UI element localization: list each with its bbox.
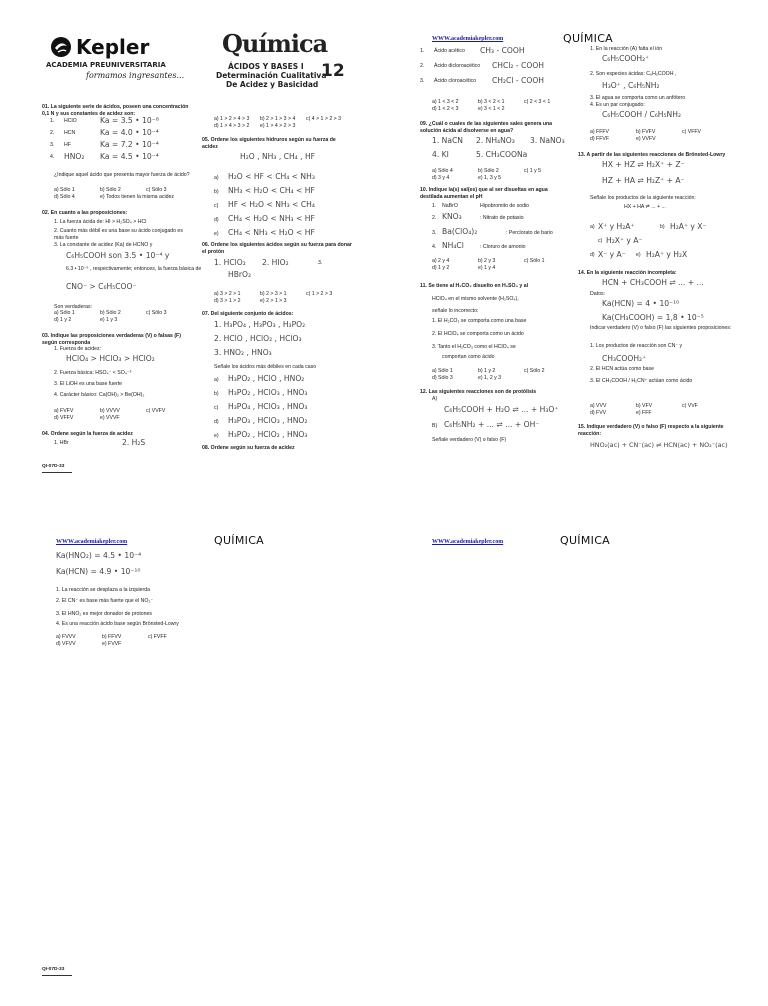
website-link[interactable]: WWW.academiakepler.com (432, 539, 504, 545)
option-label[interactable]: c) (214, 203, 219, 209)
q02-text: 02. En cuanto a las proposiciones: (42, 210, 128, 216)
footer-code: QI-07D-33 (42, 464, 65, 469)
option[interactable]: e) VVFV (636, 136, 656, 142)
q12-eq-a: C₆H₅COOH + H₂O ⇌ ... + H₃O⁺ (444, 405, 559, 414)
q09-text: 09. ¿Cuál o cuales de las siguientes sales genera una solución ácida al disolverse en agua? (420, 121, 553, 134)
q02-formula3: CNO⁻ > C₆H₅COO⁻ (66, 282, 137, 291)
option[interactable]: b) Sólo 2 (100, 187, 121, 193)
option[interactable]: d) VFFV (54, 415, 74, 421)
option[interactable]: c) 1 > 2 > 3 (306, 291, 333, 297)
option-label[interactable]: a) (214, 377, 219, 383)
option-label[interactable]: a) (590, 224, 595, 230)
ka-hno2: Ka(HNO₂) = 4.5 • 10⁻⁴ (56, 551, 142, 560)
q12-item: 1. En la reacción (A) falta el ión (590, 46, 663, 52)
item-name: Ácido acético (434, 48, 465, 54)
option[interactable]: b) 2 y 3 (478, 258, 496, 264)
q12-label-a: A) (432, 396, 438, 402)
option[interactable]: e) 1 > 4 > 2 > 3 (260, 123, 296, 129)
website-link[interactable]: WWW.academiakepler.com (56, 539, 128, 545)
q06-item3: HBrO₂ (228, 270, 252, 279)
q14-data: Datos: (590, 291, 605, 297)
option[interactable]: H₃PO₂ , HClO , HNO₂ (228, 374, 305, 383)
q07-text: 07. Del siguiente conjunto de ácidos: (202, 311, 294, 317)
q06-item: 1. HClO₂ (214, 258, 246, 267)
q05-list: H₂O , NH₃ , CH₄ , HF (240, 152, 316, 161)
q02-item1: 1. La fuerza ácida de: HI > H₂SO₄ > HCl (54, 219, 147, 225)
q13-sub: Señale los productos de la siguiente reacción: (590, 195, 696, 201)
item-n: 1. (432, 203, 437, 209)
item-formula: NH₄Cl (442, 241, 464, 250)
option[interactable]: d) 1 > 4 > 3 > 2 (214, 123, 250, 129)
option[interactable]: e) FFF (636, 410, 652, 416)
option[interactable]: a) 2 y 4 (432, 258, 450, 264)
option[interactable]: c) Sólo 3 (146, 310, 167, 316)
option[interactable]: c) 4 > 1 > 2 > 3 (306, 116, 342, 122)
q09-item: 4. KI (432, 150, 449, 159)
topic-line2: Determinación Cualitativa (216, 71, 327, 80)
option-label[interactable]: e) (636, 252, 641, 258)
item-n: 2. (432, 215, 437, 221)
option[interactable]: e) 1 y 3 (100, 317, 118, 323)
q13-eq3: HX + HA ⇌ ... + ... (624, 204, 666, 210)
item-n: 4. (432, 244, 437, 250)
q12-eq-b: C₆H₅NH₂ + ... ⇌ ... + OH⁻ (444, 420, 540, 429)
q12-item: 2. Son especies ácidas: C₆H₅COOH , (590, 71, 677, 77)
item-desc: : Cloruro de amonio (480, 244, 526, 250)
option[interactable]: d) 1 < 2 < 3 (432, 106, 459, 112)
option[interactable]: d) 1 y 2 (54, 317, 72, 323)
q03-item2: 2. Fuerza básica: HSO₄⁻ < SO₄⁻² (54, 370, 132, 376)
p2-item: 3. El HNO₂ es mejor donador de protones (56, 611, 153, 617)
option[interactable]: e) 1, 3 y 5 (478, 175, 502, 181)
q01-n: 4. (50, 154, 55, 160)
item-formula: CH₃ - COOH (480, 46, 525, 55)
option-label[interactable]: a) (214, 175, 219, 181)
q03-item1b: HClO₄ > HClO₃ > HClO₂ (66, 354, 155, 363)
item-formula: KNO₃ (442, 212, 462, 221)
q11-item3b: comportan como ácido (442, 354, 495, 360)
option[interactable]: H₃PO₃ , HClO₃ , HNO₂ (228, 416, 308, 425)
option-label[interactable]: c) (214, 405, 219, 411)
q01-ka: Ka = 4.0 • 10⁻⁴ (100, 128, 159, 137)
option[interactable]: e) 1 y 4 (478, 265, 496, 271)
option[interactable]: d) 3 > 1 > 2 (214, 298, 241, 304)
q05-text: 05. Ordene los siguientes hidruros según su fuerza de acidez (202, 137, 336, 150)
option[interactable]: a) Sólo 1 (432, 368, 453, 374)
option-label[interactable]: d) (214, 419, 219, 425)
q11-item: 1. El H₂CO₃ se comporta como una base (432, 318, 527, 324)
q07-item: 3. HNO₂ , HNO₃ (214, 348, 272, 357)
option[interactable]: c) VFFV (682, 129, 702, 135)
q14-ka2: Ka(CH₃COOH) = 1,8 • 10⁻⁵ (602, 313, 704, 322)
q15-text: 15. Indique verdadero (V) o falso (F) respecto a la siguiente reacción: (578, 424, 724, 437)
ka-hcn: Ka(HCN) = 4.9 • 10⁻¹⁰ (56, 567, 141, 576)
q01-n: 3. (50, 142, 55, 148)
option[interactable]: e) VVVF (100, 415, 120, 421)
option[interactable]: CH₄ < NH₃ < H₂O < HF (228, 228, 315, 237)
q02-item3: 3. La constante de acidez (Ka) de HCNO y (54, 242, 153, 248)
q15-eq: HNO₂(ac) + CN⁻(ac) ⇌ HCN(ac) + NO₂⁻(ac) (590, 441, 728, 449)
academy-name: ACADEMIA PREUNIVERSITARIA (46, 61, 166, 69)
q14-item1b: CH₃COOH₂⁺ (602, 354, 647, 363)
subject-header: QUÍMICA (214, 534, 264, 547)
q02-true: Son verdaderas: (54, 304, 93, 310)
q03-item4: 4. Carácter básico: Ca(OH)₂ > Be(OH)₂ (54, 392, 145, 398)
q01-n: 1. (50, 118, 55, 124)
option[interactable]: b) 2 > 3 > 1 (260, 291, 287, 297)
item-desc: : Perclorato de bario (506, 230, 553, 236)
topic-number: 12 (321, 61, 345, 81)
option-label[interactable]: b) (214, 391, 219, 397)
website-link[interactable]: WWW.academiakepler.com (432, 36, 504, 42)
option[interactable]: a) VVV (590, 403, 607, 409)
option[interactable]: e) Todos tienen la misma acidez (100, 194, 175, 200)
q01-question: ¿Indique aquel ácido que presenta mayor fuerza de ácido? (54, 172, 190, 178)
option-label[interactable]: e) (214, 231, 219, 237)
q02-formula2: 6.3 • 10⁻⁵ , respectivamente; entonces, la fuerza básica de (66, 266, 202, 272)
q14-sub: Indicar verdadero (V) o falso (F) las siguientes proposiciones: (590, 325, 732, 331)
footer-rule (42, 472, 72, 473)
option[interactable]: CH₄ < H₂O < NH₃ < HF (228, 214, 315, 223)
q01-ka: Ka = 7.2 • 10⁻⁴ (100, 140, 159, 149)
q03-text: 03. Indique las proposiciones verdaderas (V) o falsas (F) según corresponda (42, 333, 181, 346)
q12-item: 4. Es un par conjugado: (590, 102, 645, 108)
q13-eq1: HX + HZ ⇌ H₂X⁺ + Z⁻ (602, 160, 685, 169)
option[interactable]: H₂O < HF < CH₄ < NH₃ (228, 172, 315, 181)
q06-item: 2. HIO₂ (262, 258, 289, 267)
q13-eq2: HZ + HA ⇌ H₂Z⁺ + A⁻ (602, 176, 685, 185)
option[interactable]: b) 2 > 1 > 3 > 4 (260, 116, 296, 122)
q06-item: 3. (318, 260, 323, 266)
item-name: Ácido dicloroacético (434, 63, 481, 69)
q14-item3: 3. El CH₃COOH / H₂CN⁺ actúan como ácido (590, 378, 693, 384)
q09-item: 2. NH₄NO₃ (476, 136, 515, 145)
option[interactable]: b) 3 < 2 < 1 (478, 99, 505, 105)
option-label[interactable]: e) (214, 433, 219, 439)
option[interactable]: NH₃ < H₂O < CH₄ < HF (228, 186, 315, 195)
p2-item: 4. Es una reacción ácido base según Brönsted-Lowry (56, 621, 179, 627)
q07-item: 1. H₃PO₄ , H₃PO₃ , H₃PO₂ (214, 320, 306, 329)
option[interactable]: b) Sólo 2 (478, 168, 499, 174)
slogan: formamos ingresantes... (86, 71, 185, 80)
item-name: Ácido cloroacético (434, 78, 477, 84)
q12-text: 12. Las siguientes reacciones son de protólisis (420, 389, 537, 395)
q04-text: 04. Ordene según la fuerza de acidez (42, 431, 133, 437)
option[interactable]: b) FFVV (102, 634, 122, 640)
q02-formula: C₆H₅COOH son 3.5 • 10⁻⁴ y (66, 251, 170, 260)
q01-text: 01. La siguiente serie de ácidos, poseen una concentración 0,1 N y sus constantes de acidez son: (42, 104, 189, 117)
q03-item3: 3. El LiOH es una base fuerte (54, 381, 123, 387)
q07-item: 2. HClO , HClO₂ , HClO₃ (214, 334, 302, 343)
item-formula: NaBrO (442, 203, 458, 209)
option[interactable]: c) 1 y 5 (524, 168, 542, 174)
q01-acid: HCN (64, 130, 76, 136)
option-label[interactable]: b) (214, 189, 219, 195)
q01-ka: Ka = 4.5 • 10⁻⁴ (100, 152, 159, 161)
subject-header: QUÍMICA (563, 32, 613, 45)
option[interactable]: a) FVVV (56, 634, 76, 640)
q09-item: 1. NaCN (432, 136, 463, 145)
subject-header: QUÍMICA (560, 534, 610, 547)
q12-label-b: B) (432, 423, 438, 429)
item-formula: Ba(ClO₄)₂ (442, 227, 478, 236)
option[interactable]: a) 1 > 2 > 4 > 3 (214, 116, 250, 122)
topic-line1: ÁCIDOS Y BASES I (228, 62, 304, 71)
q04-item2: 2. H₂S (122, 438, 146, 447)
option[interactable]: b) VVVV (100, 408, 120, 414)
option[interactable]: a) Sólo 1 (54, 187, 75, 193)
option[interactable]: d) VFVV (56, 641, 76, 647)
option[interactable]: X⁻ y A⁻ (598, 250, 626, 259)
option[interactable]: H₃PO₂ , HClO₂ , HNO₃ (228, 430, 308, 439)
q12-item: H₃O⁺ , C₆H₅NH₂ (602, 81, 660, 90)
option-label[interactable]: d) (214, 217, 219, 223)
q06-text: 06. Ordene los siguientes ácidos según su fuerza para donar el protón (202, 242, 352, 255)
option[interactable]: H₂X⁺ y A⁻ (606, 236, 643, 245)
item-n: 1. (420, 48, 425, 54)
option[interactable]: c) Sólo 1 (524, 258, 545, 264)
option[interactable]: c) VVF (682, 403, 698, 409)
option[interactable]: b) 1 y 2 (478, 368, 496, 374)
kepler-emblem-icon (50, 36, 72, 58)
option[interactable]: c) 2 < 3 < 1 (524, 99, 551, 105)
q01-acid: HF (64, 142, 71, 148)
option[interactable]: H₃PO₄ , HClO₃ , HNO₃ (228, 402, 308, 411)
q02-item2: 2. Cuanto más débil es una base su ácido conjugado es más fuerte (54, 228, 183, 241)
option[interactable]: d) FFVF (590, 136, 610, 142)
option[interactable]: b) VFV (636, 403, 653, 409)
option[interactable]: b) FVFV (636, 129, 656, 135)
q09-item: 3. NaNO₃ (530, 136, 565, 145)
option[interactable]: a) 1 < 3 < 2 (432, 99, 459, 105)
q10-text: 10. Indique la(s) sal(es) que al ser disueltas en agua destilada aumentan el pH (420, 187, 548, 200)
option-label[interactable]: c) (598, 238, 603, 244)
option[interactable]: a) FFFV (590, 129, 610, 135)
q14-eq: HCN + CH₃COOH ⇌ ... + ... (602, 278, 704, 287)
brand-name: Kepler (76, 35, 150, 59)
option[interactable]: d) 3 y 4 (432, 175, 450, 181)
option[interactable]: a) Sólo 4 (432, 168, 453, 174)
q14-text: 14. En la siguiente reacción incompleta: (578, 270, 677, 276)
q12-item: C₆H₅COOH / C₆H₅NH₂ (602, 110, 681, 119)
option[interactable]: X⁺ y H₂A⁺ (598, 222, 635, 231)
option[interactable]: b) Sólo 2 (100, 310, 121, 316)
option[interactable]: H₂A⁺ y X⁻ (670, 222, 707, 231)
option[interactable]: e) 3 < 1 < 2 (478, 106, 505, 112)
option[interactable]: c) Sólo 2 (524, 368, 545, 374)
option[interactable]: c) Sólo 3 (146, 187, 167, 193)
footer-code: QI-07D-33 (42, 967, 65, 972)
option[interactable]: e) FVVF (102, 641, 122, 647)
option-label[interactable]: b) (660, 224, 665, 230)
option[interactable]: HF < H₂O < NH₃ < CH₄ (228, 200, 315, 209)
q11-item: 3. Tanto el H₂CO₃ como el HClO₄ se (432, 344, 516, 350)
topic-line3: De Acidez y Basicidad (226, 80, 319, 89)
q01-ka: Ka = 3.5 • 10⁻⁸ (100, 116, 159, 125)
option[interactable]: d) FVV (590, 410, 607, 416)
option[interactable]: H₃PO₂ , HClO₃ , HNO₃ (228, 388, 308, 397)
option[interactable]: a) 3 > 2 > 1 (214, 291, 241, 297)
q11-text2: HClO₄ en el mismo solvente (H₂SO₄), (432, 296, 519, 302)
q12-item: C₆H₅COOH₂⁺ (602, 54, 650, 63)
q14-item1: 1. Los productos de reacción son CN⁻ y (590, 343, 683, 349)
option[interactable]: c) VVFV (146, 408, 166, 414)
option[interactable]: e) 2 > 1 > 3 (260, 298, 287, 304)
q08-text: 08. Ordene según su fuerza de acidez (202, 445, 295, 451)
option[interactable]: d) Sólo 4 (54, 194, 75, 200)
option[interactable]: d) 1 y 2 (432, 265, 450, 271)
q12-sub: Señale verdadero (V) o falso (F) (432, 437, 507, 443)
q14-ka1: Ka(HCN) = 4 • 10⁻¹⁰ (602, 299, 680, 308)
q07-sub: Señale los ácidos más débiles en cada caso (214, 364, 317, 370)
q11-text: 11. Se tiene al H₂CO₃ disuelto en H₂SO₄ y al (420, 283, 529, 289)
item-n: 3. (432, 230, 437, 236)
q09-item: 5. CH₃COONa (476, 150, 528, 159)
q13-text: 13. A partir de las siguientes reacciones de Brönsted-Lowry (578, 152, 726, 158)
q11-item: 2. El HClO₄ se comporta como un ácido (432, 331, 524, 337)
footer-rule (42, 975, 72, 976)
option[interactable]: c) FVFF (148, 634, 167, 640)
option[interactable]: a) FVFV (54, 408, 74, 414)
q01-acid: HClO (64, 118, 77, 124)
q12-item: 3. El agua se comporta como un anfótero (590, 95, 686, 101)
option-label[interactable]: d) (590, 252, 595, 258)
q11-sub: señale lo incorrecto: (432, 308, 479, 314)
q01-n: 2. (50, 130, 55, 136)
option[interactable]: e) 1, 2 y 3 (478, 375, 502, 381)
option[interactable]: d) Sólo 3 (432, 375, 453, 381)
p2-item: 1. La reacción se desplaza a la izquierda (56, 587, 151, 593)
option[interactable]: H₂A⁺ y H₂X (646, 250, 688, 259)
p2-item: 2. El CN⁻ es base más fuerte que el NO₂⁻ (56, 598, 154, 604)
q01-acid: HNO₂ (64, 152, 85, 161)
q14-item2: 2. El HCN actúa como base (590, 366, 655, 372)
item-n: 2. (420, 63, 425, 69)
option[interactable]: a) Sólo 1 (54, 310, 75, 316)
item-formula: CH₂Cl - COOH (492, 76, 545, 85)
item-formula: CHCl₂ - COOH (492, 61, 545, 70)
item-desc: : Nitrato de potasio (480, 215, 524, 221)
subject-logo: Química (222, 29, 328, 58)
q04-item1: 1. HBr (54, 440, 69, 446)
item-desc: Hipobromito de sodio (480, 203, 530, 209)
q03-item1: 1. Fuerza de acidez: (54, 346, 102, 352)
item-n: 3. (420, 78, 425, 84)
